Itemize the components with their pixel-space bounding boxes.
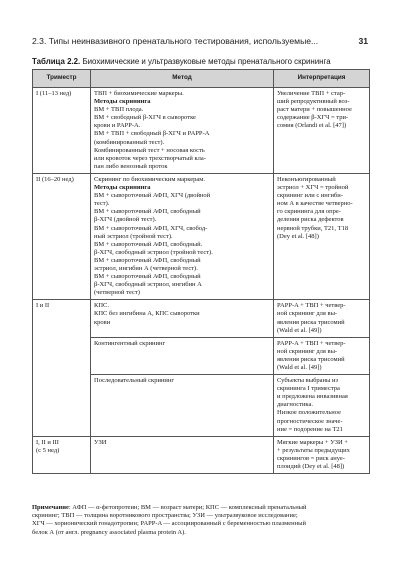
trimester-text: I (11–13 нед) [36, 90, 72, 97]
trimester-text: II (16–20 нед) [36, 175, 74, 183]
interpretation-line: и предложена инвазивная [277, 393, 348, 401]
interpretation-line: эстриол + ХГЧ = тройной [277, 184, 349, 192]
method-line: или кровоток через трехстворчатый кла- [94, 154, 206, 162]
method-line: ТВП + биохимические маркеры. [94, 90, 184, 97]
interpretation-line: го скрининга для опре- [277, 208, 341, 216]
interpretation-line: скрининга I триместра [277, 385, 340, 393]
cell-interpretation [274, 375, 370, 437]
interpretation-line: ной скрининг для вы- [277, 310, 338, 318]
cell-method [91, 436, 274, 473]
cell-method [91, 173, 274, 299]
table-row [33, 88, 370, 174]
method-subheading: Методы скрининга [94, 98, 151, 106]
cell-interpretation [274, 300, 370, 337]
note-line: ХГЧ — хорионический гонадотропин; PAPP-A — ассоциированный с беременностью плазменный [32, 520, 306, 528]
method-line: Скрининг по биохимическим маркерам. [94, 175, 206, 183]
table-caption-text: Биохимические и ультразвуковые методы пренатального скрининга [82, 57, 331, 66]
method-line: Комбинированный тест + носовая кость [94, 146, 205, 154]
cell-trimester [33, 300, 91, 436]
method-line: крови [94, 318, 111, 326]
interpretation-line: Увеличение ТВП + стар- [277, 90, 346, 97]
interpretation-line: скринингов = риск ануе- [277, 454, 345, 462]
method-line: УЗИ [94, 438, 107, 446]
cell-interpretation [274, 337, 370, 374]
interpretation-line: явления риска трисомий [277, 318, 345, 326]
table-body [33, 88, 370, 474]
column-header-method: Метод [91, 70, 274, 88]
cell-interpretation [274, 436, 370, 473]
trimester-text: I и II [36, 302, 50, 310]
method-line: ВМ + сывороточный АФП, ХГЧ (двойной [94, 192, 211, 200]
method-line: ВМ + ТВП + свободный β-ХГЧ и PAPP-A [94, 130, 210, 138]
interpretation-line: сомия (Orlandi et al. [47]) [277, 122, 347, 130]
method-subheading: Методы скрининга [94, 184, 151, 192]
interpretation-line: Мягкие маркеры + УЗИ + [277, 438, 348, 446]
interpretation-line: прогностическое значе- [277, 417, 343, 425]
method-line: ВМ + ТВП плода. [94, 106, 144, 114]
method-line: эстриол, ингибин А (четверной тест). [94, 264, 198, 272]
method-line: КПС без ингибина А, КПС сыворотки [94, 310, 200, 318]
interpretation-line: раст матери + повышенное [277, 106, 352, 114]
method-line: ный эстриол (тройной тест). [94, 232, 173, 240]
interpretation-line: Низкое положительное [277, 409, 341, 417]
cell-method [91, 88, 274, 174]
method-line: β-ХГЧ, свободный эстриол, ингибин А [94, 281, 202, 289]
running-header-title: 2.3. Типы неинвазивного пренатального тестирования, используемые... [32, 36, 319, 46]
interpretation-line: ние = подорение на Т21 [277, 425, 343, 433]
method-line: ВМ + свободный β-ХГЧ в сыворотке [94, 114, 196, 122]
method-line: КПС. [94, 302, 109, 310]
method-line: β-ХГЧ (двойной тест). [94, 216, 157, 224]
cell-method [91, 337, 274, 374]
running-header [32, 36, 368, 48]
method-line: Последовательный скрининг [94, 377, 175, 385]
interpretation-line: ном А в качестве четверно- [277, 200, 353, 208]
column-header-interpretation: Интерпретация [274, 70, 370, 88]
interpretation-line: (Dey et al. [48]) [277, 232, 319, 240]
interpretation-line: нервной трубки, Т21, Т18 [277, 224, 349, 232]
method-line: Контингентный скрининг [94, 339, 166, 347]
interpretation-line: содержание β-ХГЧ = три- [277, 114, 349, 122]
table-note [32, 504, 369, 537]
method-line: β-ХГЧ, свободный эстриол (тройной тест). [94, 248, 213, 256]
interpretation-line: PAPP-A + ТВП + четвер- [277, 302, 346, 310]
table-caption-label: Таблица 2.2. [32, 57, 81, 66]
trimester-subtext: (с 5 нед) [36, 446, 60, 454]
method-line: ВМ + сывороточный АФП, ХГЧ, свобод- [94, 224, 208, 232]
method-line: ВМ + сывороточный АФП, свободный. [94, 240, 203, 248]
method-line: (четверной тест) [94, 289, 140, 297]
note-line: : АФП — α-фетопротеин; ВМ — возраст матери; КПС — комплексный пренатальный [68, 504, 307, 511]
interpretation-line: диагностика. [277, 401, 314, 409]
method-line: ВМ + сывороточный АФП, свободный [94, 256, 201, 264]
method-line: крови и PAPP-A. [94, 122, 141, 130]
interpretation-line: Неконъюгированный [277, 175, 336, 183]
column-header-trimester: Триместр [33, 70, 91, 88]
table-row [33, 173, 370, 299]
note-label: Примечание [32, 504, 69, 511]
method-line: тест). [94, 200, 110, 208]
interpretation-line: + результаты предыдущих [277, 446, 350, 454]
table-row [33, 436, 370, 473]
screening-table [32, 69, 370, 474]
method-line: пан либо венозный проток [94, 162, 168, 170]
method-line: ВМ + сывороточный АФП, свободный [94, 208, 201, 216]
page-number: 31 [358, 36, 368, 46]
table-row [33, 300, 370, 337]
cell-interpretation [274, 173, 370, 299]
trimester-text: I, II и III [36, 438, 59, 446]
cell-interpretation [274, 88, 370, 174]
interpretation-line: (Wald et al. [49]) [277, 326, 322, 334]
interpretation-line: явления риска трисомий [277, 355, 345, 363]
cell-trimester [33, 173, 91, 299]
interpretation-line: Субъекты выбраны из [277, 377, 339, 385]
interpretation-line: плоидий (Dey et al. [48]) [277, 463, 345, 471]
interpretation-line: (Wald et al. [49]) [277, 364, 322, 371]
interpretation-line: ной скрининг для вы- [277, 347, 338, 355]
cell-trimester [33, 436, 91, 473]
interpretation-line: деления риска дефектов [277, 216, 344, 224]
method-line: (комбинированный тест). [94, 138, 165, 146]
cell-trimester [33, 88, 91, 174]
table-header-row [33, 70, 370, 88]
note-line: белок А (от англ. pregnancy associated plasma protein A). [32, 528, 186, 536]
cell-method [91, 375, 274, 437]
table-caption [32, 57, 368, 66]
interpretation-line: ший репродуктивный воз- [277, 98, 350, 106]
interpretation-line: скрининг или с ингиби- [277, 192, 343, 200]
cell-method [91, 300, 274, 337]
interpretation-line: PAPP-A + ТВП + четвер- [277, 339, 346, 347]
method-line: ВМ + сывороточный АФП, свободный [94, 273, 201, 281]
note-line: скрининг; ТВП — толщина воротникового пространства; УЗИ — ультразвуковое исследование; [32, 512, 298, 520]
